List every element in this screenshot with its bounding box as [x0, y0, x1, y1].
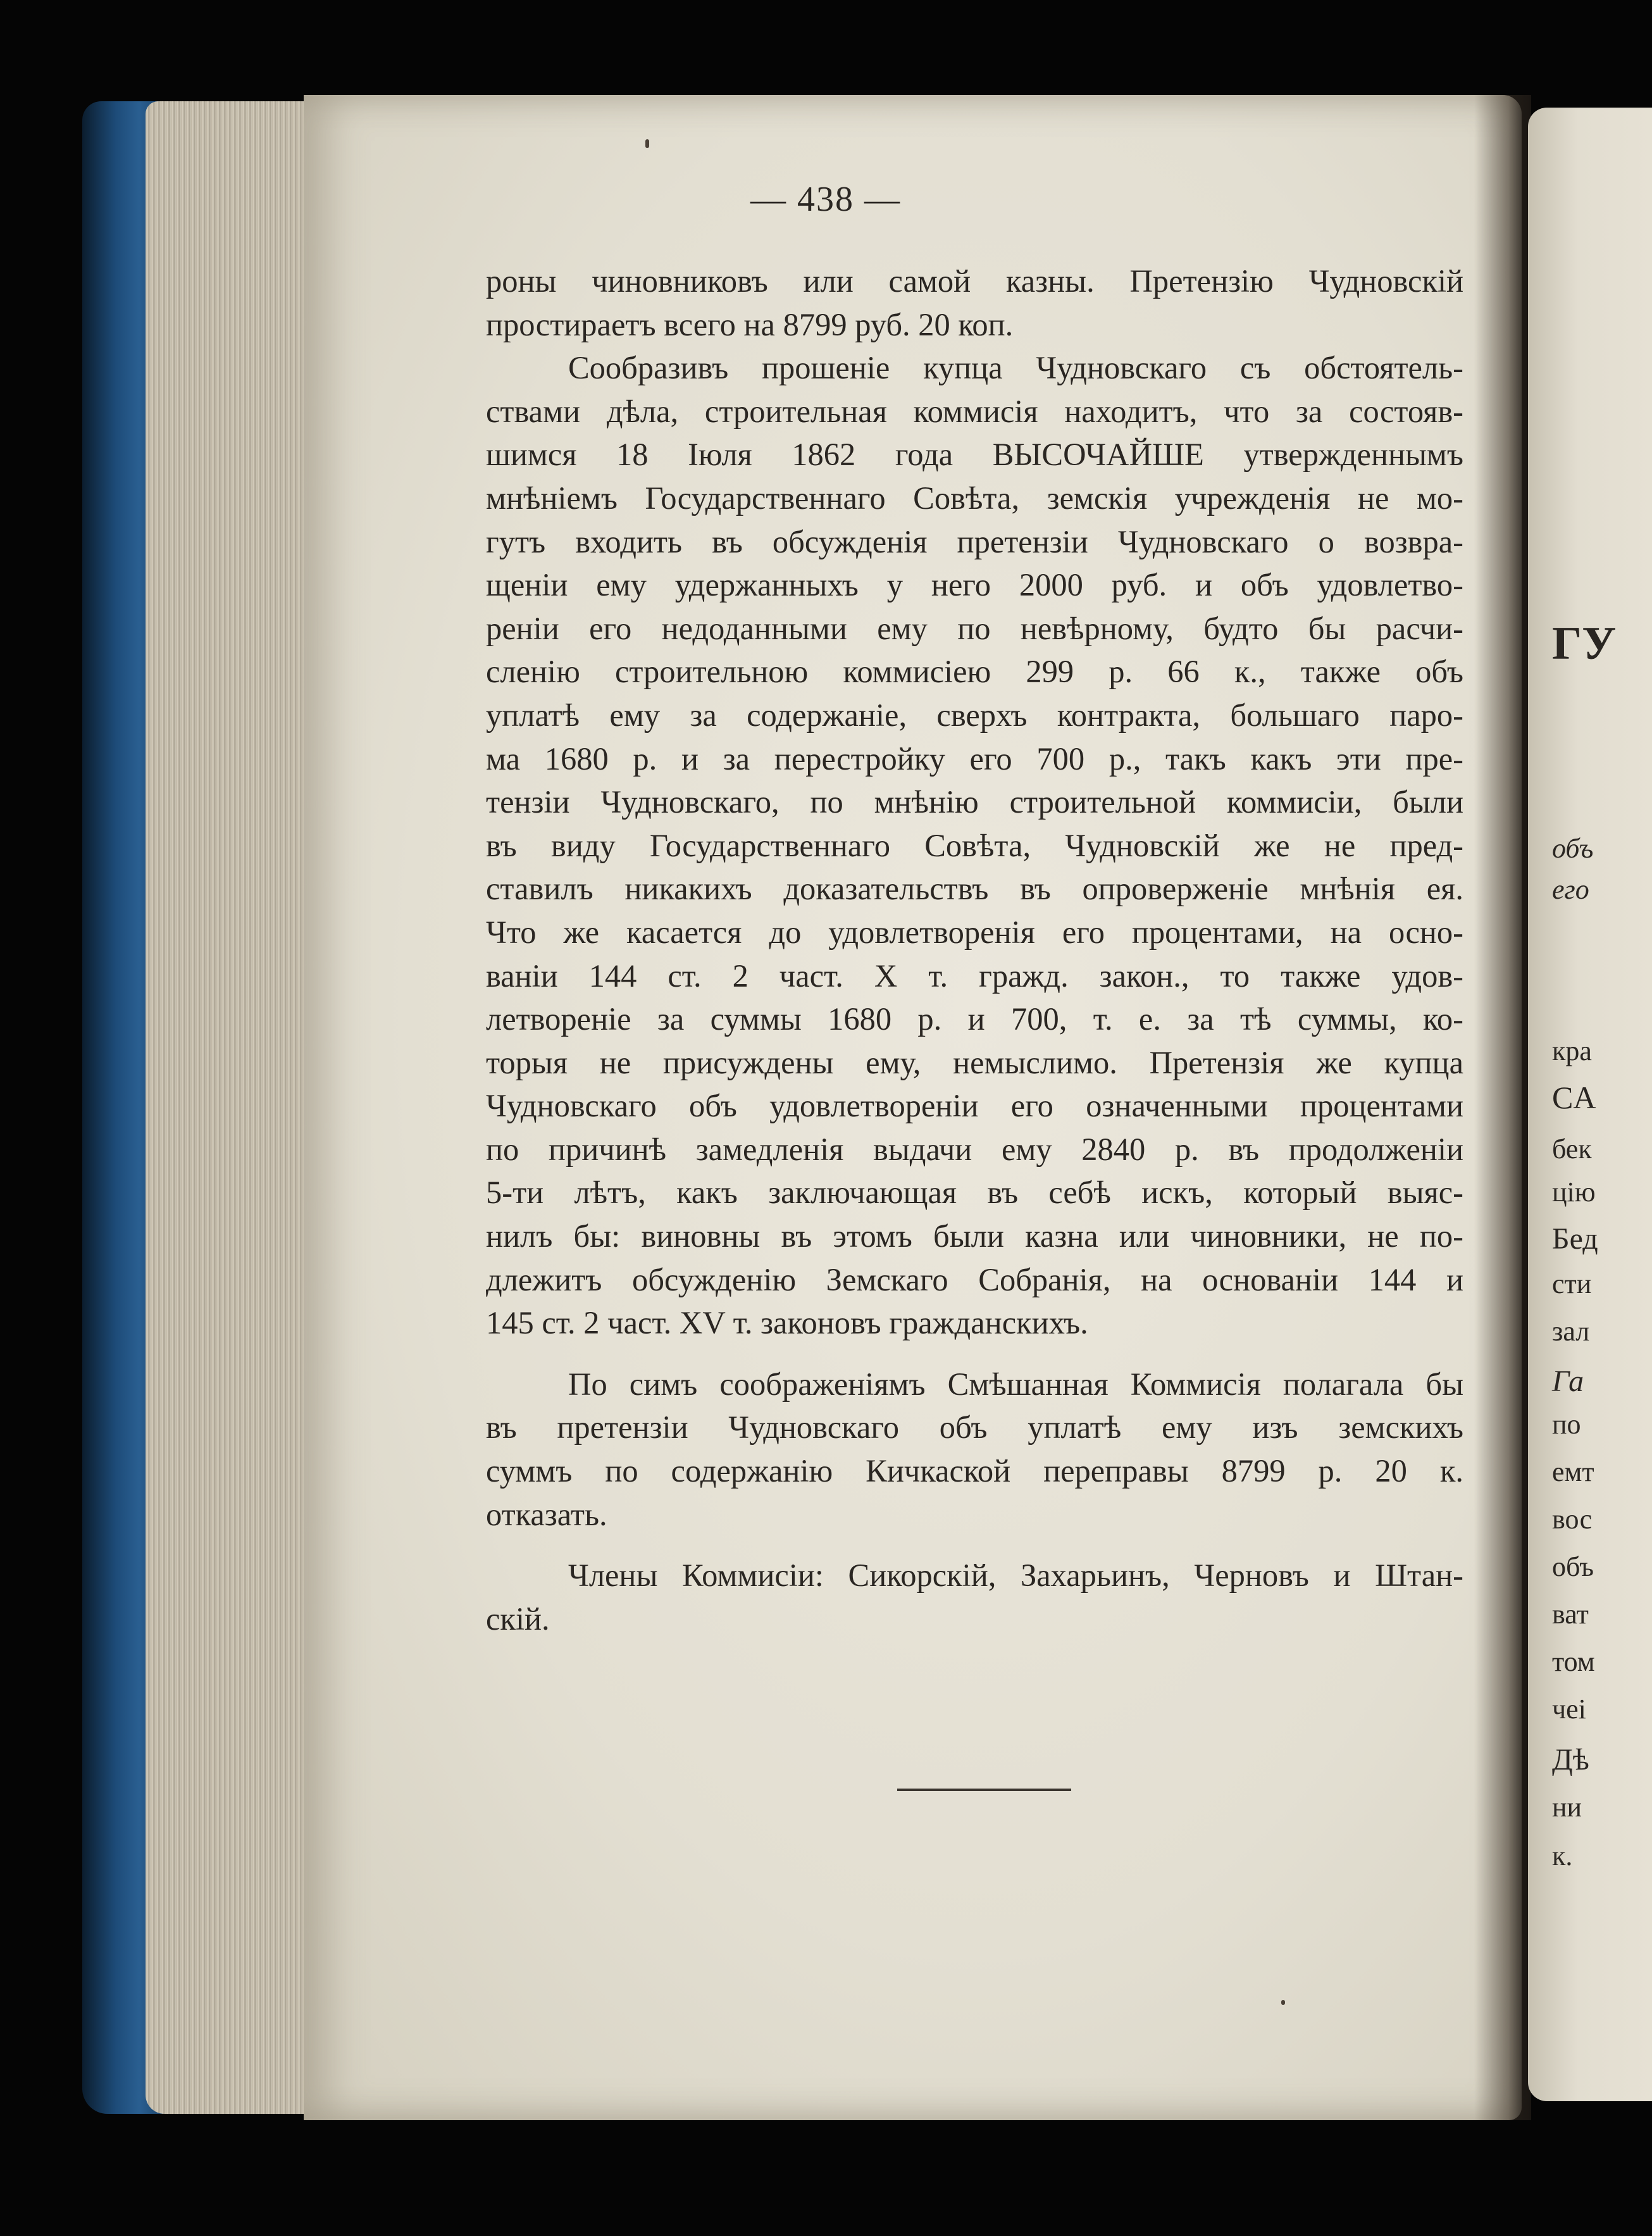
- facing-page-edge: [1528, 108, 1652, 2101]
- facing-fragment: ГУ: [1552, 618, 1617, 670]
- text-line: простираетъ всего на 8799 руб. 20 коп.: [486, 306, 1014, 342]
- text-line: ваніи 144 ст. 2 част. X т. гражд. закон., то также удов-: [486, 958, 1463, 994]
- text-line: уплатѣ ему за содержаніе, сверхъ контракта, большаго паро-: [486, 697, 1463, 733]
- text-line: отказать.: [486, 1496, 607, 1532]
- text-line: Члены Коммисіи: Сикорскій, Захарьинъ, Черновъ и Штан-: [568, 1558, 1463, 1594]
- facing-fragment: бек: [1552, 1134, 1592, 1165]
- facing-fragment: чеі: [1552, 1694, 1586, 1725]
- text-line: ставилъ никакихъ доказательствъ въ опроверженіе мнѣнія ея.: [486, 871, 1463, 907]
- paper-speck: [1281, 2000, 1285, 2005]
- text-line: шимся 18 Іюля 1862 года ВЫСОЧАЙШЕ утвержденнымъ: [486, 437, 1463, 473]
- facing-fragment: том: [1552, 1646, 1595, 1677]
- facing-fragment: сти: [1552, 1268, 1592, 1299]
- text-line: нилъ бы: виновны въ этомъ были казна или чиновники, не по-: [486, 1218, 1463, 1254]
- text-line: летвореніе за суммы 1680 р. и 700, т. е. за тѣ суммы, ко-: [486, 1001, 1463, 1037]
- text-line: 5-ти лѣтъ, какъ заключающая въ себѣ искъ, который выяс-: [486, 1175, 1463, 1211]
- text-line: въ виду Государственнаго Совѣта, Чудновскій же не пред-: [486, 827, 1463, 863]
- facing-fragment: кра: [1552, 1035, 1592, 1066]
- text-line: суммъ по содержанію Кичкаской переправы 8799 р. 20 к.: [486, 1453, 1463, 1489]
- facing-fragment: Га: [1552, 1365, 1584, 1398]
- facing-fragment: вос: [1552, 1504, 1593, 1535]
- text-line: щеніи ему удержанныхъ у него 2000 руб. и объ удовлетво-: [486, 567, 1463, 603]
- facing-fragment: зал: [1552, 1316, 1590, 1347]
- text-line: по причинѣ замедленія выдачи ему 2840 р. въ продолженіи: [486, 1131, 1463, 1167]
- text-line: скій.: [486, 1601, 550, 1637]
- text-line: 145 ст. 2 част. XV т. законовъ гражданскихъ.: [486, 1305, 1088, 1341]
- text-line: въ претензіи Чудновскаго объ уплатѣ ему изъ земскихъ: [486, 1409, 1463, 1446]
- text-line: ствами дѣла, строительная коммисія находитъ, что за состояв-: [486, 393, 1463, 429]
- text-line: гутъ входить въ обсужденія претензіи Чудновскаго о возвра-: [486, 523, 1463, 559]
- facing-fragment: Дѣ: [1552, 1743, 1589, 1777]
- book-gutter: [1474, 95, 1531, 2120]
- text-line: реніи его недоданными ему по невѣрному, будто бы расчи-: [486, 610, 1463, 646]
- text-line: ма 1680 р. и за перестройку его 700 р., такъ какъ эти пре-: [486, 740, 1463, 777]
- facing-fragment: Бед: [1552, 1222, 1598, 1256]
- text-line: По симъ соображеніямъ Смѣшанная Коммисія полагала бы: [568, 1366, 1463, 1402]
- facing-fragment: ни: [1552, 1792, 1582, 1823]
- facing-fragment: цію: [1552, 1177, 1596, 1208]
- text-line: торыя не присуждены ему, немыслимо. Претензія же купца: [486, 1044, 1463, 1080]
- facing-fragment: объ: [1552, 1551, 1594, 1582]
- facing-fragment: по: [1552, 1409, 1581, 1440]
- page-number: — 438 —: [750, 180, 901, 219]
- facing-fragment: CA: [1552, 1080, 1596, 1115]
- text-line: тензіи Чудновскаго, по мнѣнію строительной коммисіи, были: [486, 784, 1463, 820]
- paper-speck: [645, 139, 649, 148]
- text-line: сленію строительною коммисіею 299 р. 66 к., также объ: [486, 654, 1463, 690]
- end-rule: [897, 1789, 1071, 1791]
- text-line: Что же касается до удовлетворенія его процентами, на осно-: [486, 914, 1463, 950]
- text-line: роны чиновниковъ или самой казны. Претензію Чудновскій: [486, 263, 1463, 299]
- text-line: мнѣніемъ Государственнаго Совѣта, земскія учрежденія не мо-: [486, 480, 1463, 516]
- facing-fragment: его: [1552, 874, 1589, 905]
- page-text: [486, 259, 1463, 1640]
- facing-fragment: ват: [1552, 1599, 1589, 1630]
- text-line: длежитъ обсужденію Земскаго Собранія, на основаніи 144 и: [486, 1261, 1463, 1297]
- facing-fragment: емт: [1552, 1456, 1594, 1487]
- facing-fragment: объ: [1552, 833, 1594, 864]
- text-line: Чудновскаго объ удовлетвореніи его означенными процентами: [486, 1088, 1463, 1124]
- facing-fragment: к.: [1552, 1840, 1573, 1871]
- text-line: Сообразивъ прошеніе купца Чудновскаго съ обстоятель-: [568, 350, 1463, 386]
